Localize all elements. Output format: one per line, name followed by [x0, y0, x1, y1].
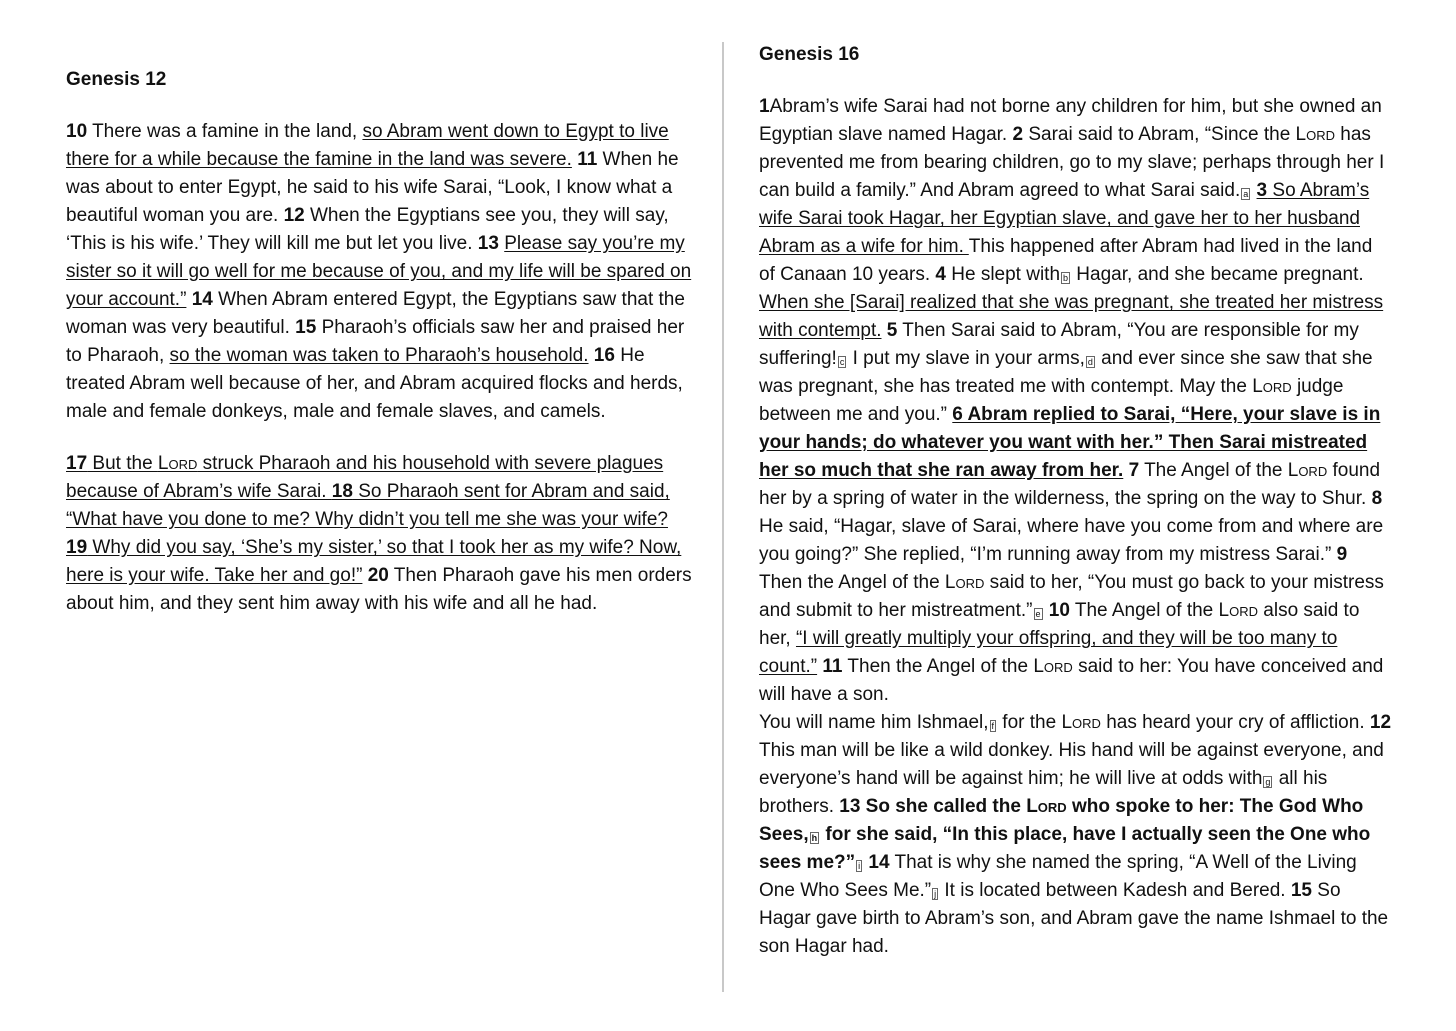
verse-text: When Abram entered Egypt, the Egyptians saw that the woman was very beautiful. [66, 289, 685, 338]
verse-text: struck Pharaoh and his household with severe plagues because of Abram’s wife Sarai. [66, 453, 664, 502]
footnote-marker[interactable]: h [811, 833, 818, 843]
verse-text: This man will be like a wild donkey. His hand will be against everyone, and everyone’s hand will be against him; he will live at odds with [759, 740, 1384, 789]
underlined-text: so Abram went down to Egypt to live there for a while because the famine in the land was severe. [66, 121, 669, 170]
verse-text: Pharaoh’s officials saw her and praised her to Pharaoh, [66, 317, 685, 366]
verse-number: 12 [283, 205, 305, 226]
lord-small-caps: Lord [1287, 460, 1328, 481]
genesis-12-paragraph-1 [66, 118, 692, 426]
footnote-marker[interactable]: i [858, 861, 861, 871]
verse-text: I put my slave in your arms, [847, 348, 1085, 369]
lord-small-caps: Lord [1026, 796, 1067, 817]
verse-number: 18 [331, 481, 353, 502]
verse-number: 14 [868, 852, 890, 873]
lord-small-caps: Lord [157, 453, 198, 474]
verse-text: The Angel of the [1069, 600, 1219, 621]
footnote-marker[interactable]: b [1063, 273, 1069, 283]
lord-small-caps: Lord [1218, 600, 1259, 621]
verse-number: 2 [1012, 124, 1024, 145]
verse-text: Then the Angel of the [759, 572, 945, 593]
lord-small-caps: Lord [1295, 124, 1336, 145]
verse-number: 19 [66, 537, 88, 558]
verse-number: 16 [593, 345, 615, 366]
verse-text: has heard your cry of affliction. [1100, 712, 1370, 733]
left-heading: Genesis 12 [66, 69, 167, 90]
verse-number: 9 [1336, 544, 1348, 565]
verse-text: You will name him Ishmael, [759, 712, 989, 733]
verse-text: for the [997, 712, 1062, 733]
verse-text: said to her: You have conceived and will have a son. [759, 656, 1384, 705]
verse-text: Then Sarai said to Abram, “You are responsible for my suffering! [759, 320, 1359, 369]
column-divider [722, 42, 724, 992]
verse-number: 14 [191, 289, 213, 310]
underlined-text: “I will greatly multiply your offspring, and they will be too many to count.” [759, 628, 1338, 677]
verse-text: Hagar, and she became pregnant. [1071, 264, 1364, 285]
verse-text: for she said, “In this place, have I actually seen the One who sees me?” [759, 824, 1371, 873]
verse-text: has prevented me from bearing children, go to my slave; perhaps through her I can build a family.” And Abram agreed to what Sarai said. [759, 124, 1385, 201]
verse-number: 11 [577, 149, 598, 170]
verse-number: 12 [1369, 712, 1392, 733]
verse-text: judge between me and you.” [759, 376, 1344, 425]
verse-text: So Abram’s wife Sarai took Hagar, her Egyptian slave, and gave her to her husband Abram as a wife for him. [759, 180, 1370, 257]
verse-number: 3 [1256, 180, 1268, 201]
verse-text: But the [87, 453, 158, 474]
verse-text: Then the Angel of the [842, 656, 1034, 677]
underlined-text: so the woman was taken to Pharaoh’s household. [169, 345, 589, 366]
lord-small-caps: Lord [944, 572, 985, 593]
right-heading: Genesis 16 [759, 44, 860, 65]
verse-number: 17 [66, 453, 88, 474]
verse-number: 11 [822, 656, 843, 677]
verse-number: 13 [477, 233, 499, 254]
verse-text: That is why she named the spring, “A Well of the Living One Who Sees Me.” [759, 852, 1357, 901]
verse-text: found her by a spring of water in the wilderness, the spring on the way to Shur. [759, 460, 1381, 509]
verse-text: So Pharaoh sent for Abram and said, “What have you done to me? Why didn’t you tell me she was your wife? [66, 481, 670, 530]
lord-small-caps: Lord [1033, 656, 1073, 677]
verse-number: 4 [935, 264, 946, 285]
footnote-marker[interactable]: c [839, 357, 845, 367]
verse-number: 20 [367, 565, 389, 586]
verse-text: 13 So she called the [839, 796, 1027, 817]
verse-number: 8 [1371, 488, 1383, 509]
verse-text: and ever since she saw that she was pregnant, she has treated me with contempt. May the [759, 348, 1373, 397]
verse-text: said to her, “You must go back to your mistress and submit to her mistreatment.” [759, 572, 1384, 621]
verse-text: He treated Abram well because of her, and Abram acquired flocks and herds, male and female donkeys, male and female slaves, and camels. [66, 345, 683, 422]
verse-number: 5 [886, 320, 898, 341]
left-column [66, 66, 692, 618]
verse-number: 7 [1128, 460, 1140, 481]
underlined-text: Please say you’re my sister so it will go well for me because of you, and my life will be spared on your account.” [66, 233, 692, 310]
verse-number: 1 [759, 96, 770, 117]
verse-text: Sarai said to Abram, “Since the [1023, 124, 1296, 145]
underlined-text: When she [Sarai] realized that she was pregnant, she treated her mistress with contempt. [759, 292, 1384, 341]
genesis-16-text [759, 93, 1391, 961]
lord-small-caps: Lord [1061, 712, 1101, 733]
verse-text: So Hagar gave birth to Abram’s son, and Abram gave the name Ishmael to the son Hagar had. [759, 880, 1389, 957]
genesis-12-paragraph-2 [66, 450, 692, 618]
verse-text: It is located between Kadesh and Bered. [939, 880, 1291, 901]
footnote-marker[interactable]: a [1243, 189, 1249, 199]
verse-text: When he was about to enter Egypt, he said to his wife Sarai, “Look, I know what a beautiful woman you are. [66, 149, 679, 226]
verse-number: 10 [1048, 600, 1070, 621]
verse-text: all his brothers. [759, 768, 1328, 817]
footnote-marker[interactable]: f [991, 721, 995, 731]
verse-number: 15 [295, 317, 317, 338]
verse-text: When the Egyptians see you, they will say, ‘This is his wife.’ They will kill me but let you live. [66, 205, 669, 254]
footnote-marker[interactable]: e [1035, 609, 1041, 619]
verse-text: This happened after Abram had lived in the land of Canaan 10 years. [759, 236, 1373, 285]
right-column [759, 41, 1391, 961]
verse-text: Why did you say, ‘She’s my sister,’ so that I took her as my wife? Now, here is your wife. Take her and go!” [66, 537, 682, 586]
verse-text: also said to her, [759, 600, 1360, 649]
footnote-marker[interactable]: d [1087, 357, 1093, 367]
verse-text: There was a famine in the land, [87, 121, 363, 142]
lord-small-caps: Lord [1252, 376, 1292, 397]
verse-number: 6 Abram replied to Sarai, “Here, your slave is in your hands; do whatever you want with her.” Then Sarai mistreated her so much that she ran away from her. [759, 404, 1381, 481]
verse-number: 15 [1290, 880, 1312, 901]
verse-text: He slept with [945, 264, 1061, 285]
footnote-marker[interactable]: g [1265, 777, 1271, 787]
verse-text: The Angel of the [1139, 460, 1288, 481]
verse-text: who spoke to her: The God Who Sees, [759, 796, 1364, 845]
verse-text: Then Pharaoh gave his men orders about him, and they sent him away with his wife and all he had. [66, 565, 692, 614]
verse-number: 10 [66, 121, 88, 142]
footnote-marker[interactable]: j [934, 889, 937, 899]
verse-text: Abram’s wife Sarai had not borne any children for him, but she owned an Egyptian slave named Hagar. [759, 96, 1382, 145]
verse-text: He said, “Hagar, slave of Sarai, where have you come from and where are you going?” She replied, “I’m running away from my mistress Sarai.” [759, 516, 1384, 565]
